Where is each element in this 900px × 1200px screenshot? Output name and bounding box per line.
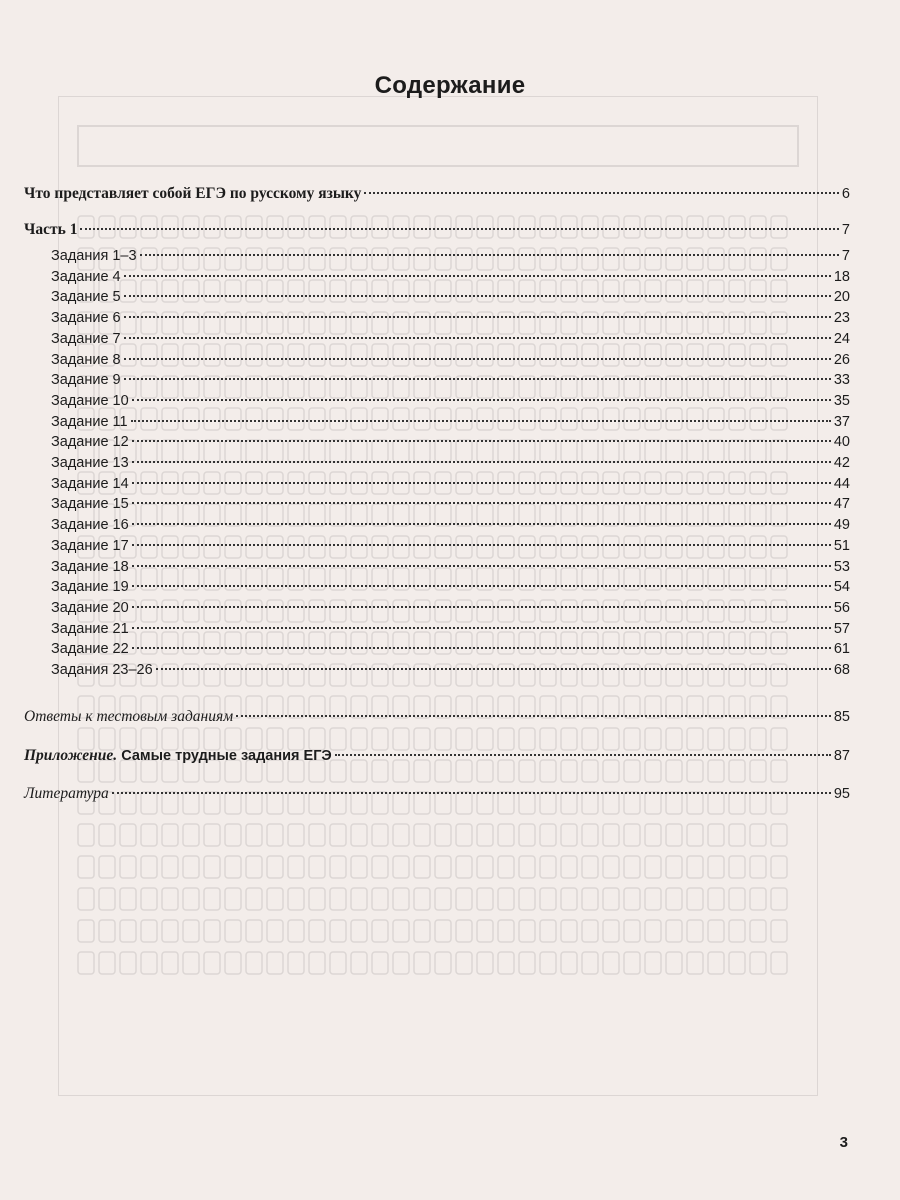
toc-entry-label: Часть 1 [24,221,78,238]
toc-entry [51,474,850,494]
toc-entry-page: 49 [833,517,850,534]
toc-entry-label: Задание 7 [51,330,121,347]
dot-leader [132,626,831,629]
toc-entry [51,432,850,452]
toc-entry [51,246,850,266]
dot-leader [132,584,831,587]
toc-entry-page: 18 [833,268,850,285]
dot-leader [335,753,831,756]
toc-entry-label: Задание 11 [51,413,128,430]
toc-entry-label: Задание 8 [51,351,121,368]
toc-entry-page: 33 [833,372,850,389]
dot-leader [132,522,831,525]
toc-entry-label-rest: Самые трудные задания ЕГЭ [117,748,332,764]
toc-entry [24,220,850,240]
toc-entry [51,287,850,307]
toc-entry-label: Задание 9 [51,372,121,389]
toc-entry-page: 24 [833,330,850,347]
dot-leader [124,274,831,277]
toc-entry-label: Ответы к тестовым заданиям [24,708,234,725]
toc-entry-page: 51 [833,537,850,554]
dot-leader [140,253,839,256]
toc-entry [24,707,850,727]
toc-entry [51,308,850,328]
dot-leader [132,564,831,567]
toc-entry-label: Задания 1–3 [51,248,137,264]
toc-entry-label-emphasis: Приложение. [24,747,118,764]
toc-entry [51,619,850,639]
toc-entry [51,412,850,432]
toc-entry-page: 7 [841,222,850,238]
toc-entry [51,391,850,411]
toc-entry-page: 47 [833,496,850,513]
toc-entry [51,494,850,514]
toc-entry [24,746,850,766]
toc-entry-page: 54 [833,579,850,596]
dot-leader [124,377,831,380]
toc-entry-label: Задание 17 [51,537,129,554]
toc-entry-label: Задание 21 [51,620,129,637]
toc-entry-page: 37 [833,413,850,430]
toc-entry [24,184,850,204]
dot-leader [236,714,831,717]
dot-leader [156,667,831,670]
toc-entry-page: 61 [833,641,850,658]
toc-entry-label: Задание 4 [51,268,121,285]
toc-entry-page: 6 [841,186,850,202]
toc-entry-page: 68 [833,662,850,678]
toc-entry [24,784,850,804]
toc-entry-page: 35 [833,392,850,409]
dot-leader [124,336,831,339]
toc-entry-page: 87 [833,748,850,764]
dot-leader [112,791,831,794]
dot-leader [132,439,831,442]
toc-entry-page: 42 [833,455,850,471]
dot-leader [132,460,831,463]
toc-entry-label: Задание 16 [51,517,129,534]
toc-entry-label: Задание 14 [51,475,129,492]
toc-entry [51,577,850,597]
page-number: 3 [839,1134,848,1151]
toc-entry [51,639,850,659]
toc-entry-label: Задание 20 [51,599,129,616]
toc-entry [51,557,850,577]
toc-entry-label: Задание 10 [51,392,129,409]
toc-entry [51,536,850,556]
toc-entry-label: Задание 12 [51,434,129,451]
toc-entry [51,453,850,473]
dot-leader [124,294,831,297]
dot-leader [364,191,839,194]
dot-leader [132,543,831,546]
dot-leader [80,227,838,230]
toc-entry-page: 26 [833,351,850,368]
toc-entry-label: Задание 22 [51,641,129,658]
dot-leader [131,419,831,422]
toc-entry-label: Литература [24,785,109,802]
toc-entry [51,370,850,390]
toc-entry [51,329,850,349]
dot-leader [124,357,831,360]
toc-entry-label: Задания 23–26 [51,662,153,678]
dot-leader [132,605,831,608]
toc-entry-page: 44 [833,475,850,492]
dot-leader [132,398,831,401]
toc-entry-label: Задание 13 [51,455,129,471]
toc-entry-label: Задание 18 [51,558,129,575]
toc-entry-page: 56 [833,599,850,616]
toc-entry-label: Задание 5 [51,289,121,306]
toc-entry-label: Задание 6 [51,310,121,327]
toc-entry-page: 57 [833,620,850,637]
dot-leader [132,481,831,484]
toc-entry [51,515,850,535]
toc-entry [51,350,850,370]
page-title: Содержание [374,72,526,99]
toc-entry [51,598,850,618]
toc-entry-label: Задание 19 [51,579,129,596]
dot-leader [132,501,831,504]
toc-entry-label: Что представляет собой ЕГЭ по русскому языку [24,185,362,202]
toc-entry-page: 23 [833,310,850,327]
toc-entry-page: 40 [833,434,850,451]
dot-leader [132,646,831,649]
toc-entry-page: 95 [833,786,850,802]
toc-entry-label [24,746,332,766]
dot-leader [124,315,831,318]
toc-entry-page: 85 [833,709,850,725]
toc-entry [51,267,850,287]
toc-entry [51,660,850,680]
toc-entry-page: 7 [841,248,850,264]
toc-entry-label: Задание 15 [51,496,129,513]
toc-entry-page: 53 [833,558,850,575]
toc-entry-page: 20 [833,289,850,306]
